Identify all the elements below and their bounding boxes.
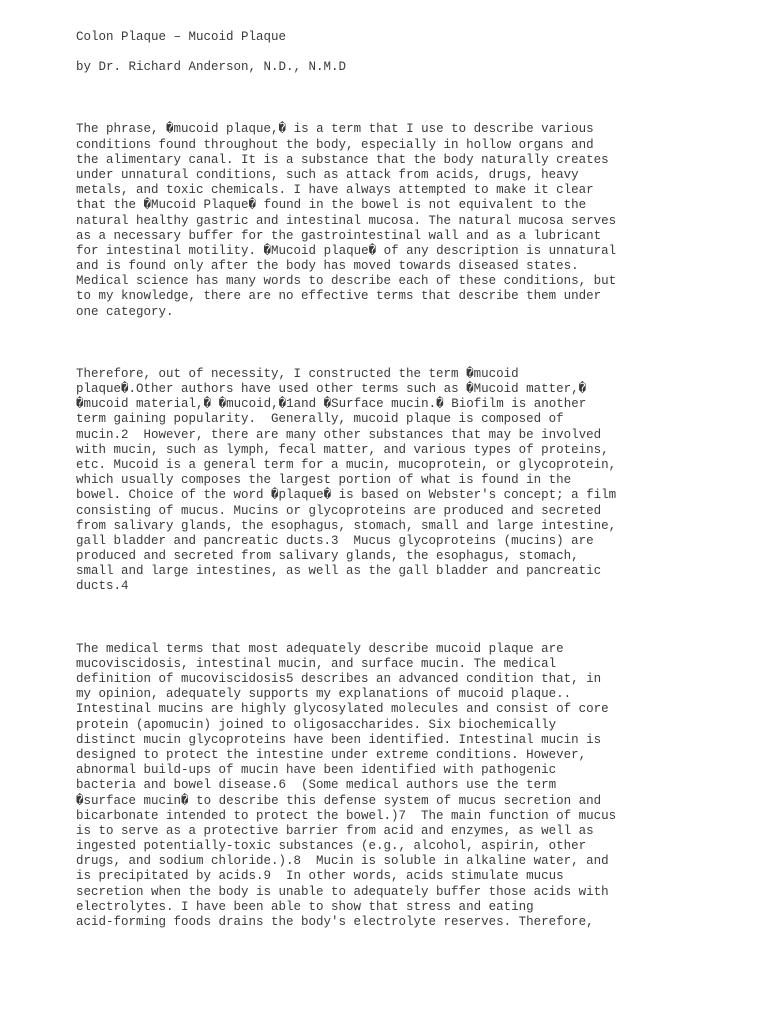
text-line: bowel. Choice of the word �plaque� is based on Webster's concept; a film [76, 488, 617, 503]
text-line: The phrase, �mucoid plaque,� is a term that I use to describe various [76, 122, 594, 137]
text-line: gall bladder and pancreatic ducts.3 Mucus glycoproteins (mucins) are [76, 533, 594, 548]
text-line: definition of mucoviscidosis5 describes an advanced condition that, in [76, 672, 602, 686]
text-line: ducts.4 [76, 579, 129, 594]
text-line: The medical terms that most adequately describe mucoid plaque are [76, 641, 564, 656]
text-line: from salivary glands, the esophagus, stomach, small and large intestine, [76, 518, 617, 533]
text-line: with mucin, such as lymph, fecal matter, and various types of proteins, [76, 442, 609, 457]
text-line: to my knowledge, there are no effective terms that describe them under [76, 289, 602, 304]
text-line: Therefore, out of necessity, I constructed the term �mucoid [76, 366, 519, 381]
paragraph [76, 122, 696, 319]
text-line: produced and secreted from salivary glands, the esophagus, stomach, [76, 549, 579, 564]
paragraph [76, 642, 696, 931]
text-line: metals, and toxic chemicals. I have always attempted to make it clear [76, 183, 594, 198]
text-line: secretion when the body is unable to adequately buffer those acids with [76, 884, 609, 899]
text-line: consisting of mucus. Mucins or glycoproteins are produced and secreted [76, 503, 602, 518]
text-line: mucin.2 However, there are many other substances that may be involved [76, 427, 602, 442]
text-line: is to serve as a protective barrier from acid and enzymes, as well as [76, 823, 594, 838]
text-line: ingested potentially-toxic substances (e.g., alcohol, aspirin, other [76, 839, 587, 854]
text-line: for intestinal motility. �Mucoid plaque� of any description is unnatural [76, 243, 617, 258]
document-title: Colon Plaque – Mucoid Plaque [76, 30, 287, 44]
text-line: protein (apomucin) joined to oligosaccharides. Six biochemically [76, 717, 557, 732]
text-line: �mucoid material,� �mucoid,�1and �Surface mucin.� Biofilm is another [76, 397, 587, 412]
text-line: which usually composes the largest portion of what is found in the [76, 473, 572, 488]
text-line: and is found only after the body has moved towards diseased states. [76, 259, 579, 274]
text-line: abnormal build-ups of mucin have been identified with pathogenic [76, 763, 557, 778]
text-line: drugs, and sodium chloride.).8 Mucin is soluble in alkaline water, and [76, 854, 609, 869]
text-line: distinct mucin glycoproteins have been identified. Intestinal mucin is [76, 732, 602, 747]
text-line: mucoviscidosis, intestinal mucin, and surface mucin. The medical [76, 656, 557, 671]
text-line: Intestinal mucins are highly glycosylated molecules and consist of core [76, 702, 609, 717]
text-line: that the �Mucoid Plaque� found in the bowel is not equivalent to the [76, 198, 587, 213]
document-body [76, 30, 696, 930]
text-line: Medical science has many words to describe each of these conditions, but [76, 274, 617, 289]
text-line: under unnatural conditions, such as attack from acids, drugs, heavy [76, 167, 579, 182]
text-line: one category. [76, 304, 174, 319]
document-byline: by Dr. Richard Anderson, N.D., N.M.D [76, 60, 347, 75]
text-line: �surface mucin� to describe this defense system of mucus secretion and [76, 793, 602, 808]
text-line: my opinion, adequately supports my explanations of mucoid plaque.. [76, 687, 572, 702]
text-line: bicarbonate intended to protect the bowel.)7 The main function of mucus [76, 808, 617, 823]
text-line: term gaining popularity. Generally, mucoid plaque is composed of [76, 412, 564, 427]
text-line: conditions found throughout the body, especially in hollow organs and [76, 137, 594, 152]
text-line: plaque�.Other authors have used other terms such as �Mucoid matter,� [76, 382, 587, 396]
text-line: as a necessary buffer for the gastrointestinal wall and as a lubricant [76, 228, 602, 243]
text-line: is precipitated by acids.9 In other words, acids stimulate mucus [76, 869, 564, 884]
text-line: the alimentary canal. It is a substance that the body naturally creates [76, 152, 609, 167]
text-line: designed to protect the intestine under extreme conditions. However, [76, 747, 587, 762]
text-line: natural healthy gastric and intestinal mucosa. The natural mucosa serves [76, 213, 617, 228]
text-line: small and large intestines, as well as the gall bladder and pancreatic [76, 564, 602, 579]
text-line: electrolytes. I have been able to show that stress and eating [76, 899, 534, 914]
text-line: etc. Mucoid is a general term for a mucin, mucoprotein, or glycoprotein, [76, 457, 617, 472]
text-line: bacteria and bowel disease.6 (Some medical authors use the term [76, 778, 557, 793]
text-line: acid-forming foods drains the body's electrolyte reserves. Therefore, [76, 915, 594, 929]
paragraph [76, 367, 696, 595]
